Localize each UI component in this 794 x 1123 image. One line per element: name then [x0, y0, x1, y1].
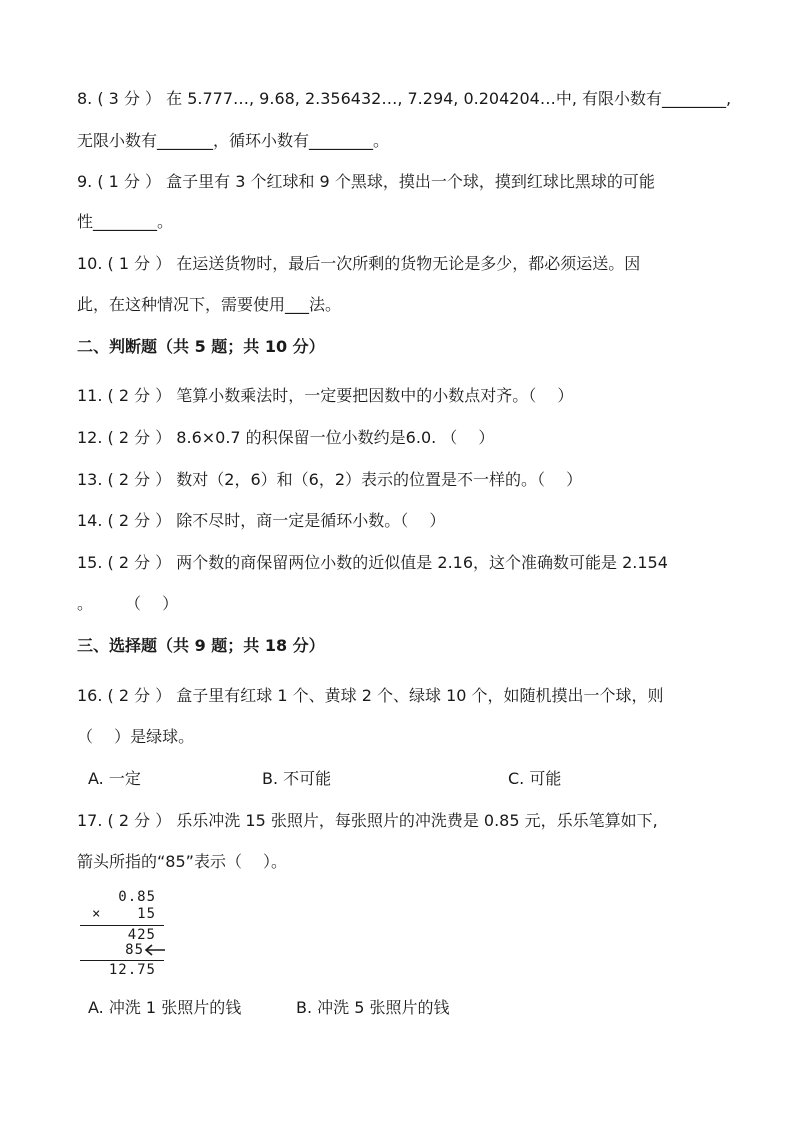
- question-16-option-b[interactable]: B. 不可能: [262, 769, 332, 788]
- multiplier: 15: [137, 906, 156, 922]
- question-16-option-c[interactable]: C. 可能: [508, 769, 562, 788]
- question-9-line-1: 9. ( 1 分 ） 盒子里有 3 个红球和 9 个黑球，摸出一个球，摸到红球比黑球的可能: [77, 172, 655, 191]
- question-13: 13. ( 2 分 ） 数对（2，6）和（6，2）表示的位置是不一样的。（ ）: [77, 470, 583, 489]
- question-10-line-2: 此，在这种情况下，需要使用___法。: [77, 295, 342, 314]
- question-15-line-2: 。 （ ）: [77, 594, 179, 613]
- question-16-option-a[interactable]: A. 一定: [88, 769, 141, 788]
- multiplicand: 0.85: [118, 889, 156, 905]
- multiply-sign: ×: [92, 906, 102, 922]
- question-9-line-2: 性________。: [77, 212, 174, 231]
- section-2-heading: 二、判断题（共 5 题；共 10 分）: [77, 337, 325, 356]
- question-17-line-2: 箭头所指的“85”表示（ ）。: [77, 852, 288, 871]
- question-16-line-2: （ ）是绿球。: [77, 727, 195, 746]
- partial-product-2: 85: [125, 942, 144, 958]
- question-12: 12. ( 2 分 ） 8.6×0.7 的积保留一位小数约是6.0. （ ）: [77, 428, 495, 447]
- question-11: 11. ( 2 分 ） 笔算小数乘法时，一定要把因数中的小数点对齐。（ ）: [77, 386, 574, 405]
- question-16-line-1: 16. ( 2 分 ） 盒子里有红球 1 个、黄球 2 个、绿球 10 个，如随机摸出一个球，则: [77, 686, 664, 705]
- question-8-line-2: 无限小数有_______，循环小数有________。: [77, 131, 390, 150]
- question-17-option-b[interactable]: B. 冲洗 5 张照片的钱: [296, 998, 450, 1017]
- calc-rule-top: [80, 925, 164, 926]
- vertical-multiplication: [80, 886, 170, 978]
- question-17-line-1: 17. ( 2 分 ） 乐乐冲洗 15 张照片，每张照片的冲洗费是 0.85 元，乐乐笔算如下,: [77, 811, 658, 830]
- section-3-heading: 三、选择题（共 9 题；共 18 分）: [77, 636, 325, 655]
- left-arrow-icon: [144, 944, 166, 956]
- question-14: 14. ( 2 分 ） 除不尽时，商一定是循环小数。（ ）: [77, 511, 446, 530]
- question-17-option-a[interactable]: A. 冲洗 1 张照片的钱: [88, 998, 242, 1017]
- question-8-line-1: 8. ( 3 分 ） 在 5.777…, 9.68, 2.356432…, 7.294, 0.204204…中, 有限小数有________,: [77, 89, 732, 108]
- calc-rule-bottom: [80, 960, 164, 961]
- question-15-line-1: 15. ( 2 分 ） 两个数的商保留两位小数的近似值是 2.16，这个准确数可能是 2.154: [77, 553, 668, 572]
- final-product: 12.75: [108, 962, 156, 978]
- question-10-line-1: 10. ( 1 分 ） 在运送货物时，最后一次所剩的货物无论是多少，都必须运送。因: [77, 254, 641, 273]
- partial-product-1: 425: [127, 927, 156, 943]
